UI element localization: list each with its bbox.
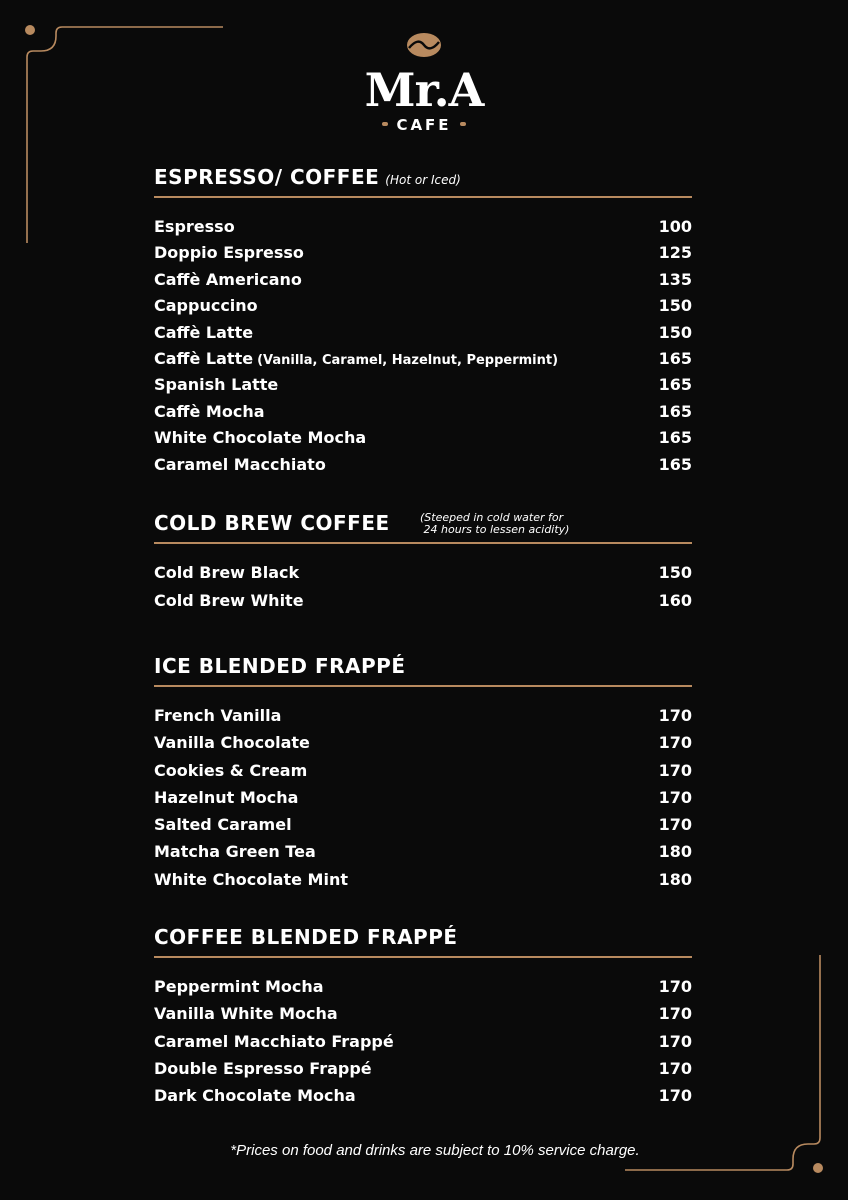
menu-item xyxy=(154,1083,692,1110)
item-price: 170 xyxy=(658,760,692,780)
item-name: Caffè Americano xyxy=(154,269,302,289)
section-coffee-blended-frappe xyxy=(154,926,692,1110)
section-header xyxy=(154,926,692,958)
item-price: 170 xyxy=(658,977,692,996)
menu-item xyxy=(154,1001,692,1028)
section-note: (Hot or Iced) xyxy=(385,173,461,187)
section-header xyxy=(154,166,692,198)
item-price: 170 xyxy=(658,815,692,835)
section-cold-brew-coffee xyxy=(154,512,692,615)
item-name: French Vanilla xyxy=(154,706,282,725)
menu-item xyxy=(154,240,692,266)
item-price: 165 xyxy=(658,454,692,474)
menu-item xyxy=(154,758,692,785)
section-header xyxy=(154,655,692,687)
item-name: Matcha Green Tea xyxy=(154,842,316,862)
item-price: 170 xyxy=(658,787,692,807)
menu-item xyxy=(154,346,692,372)
item-name: Peppermint Mocha xyxy=(154,977,324,996)
item-name: Caramel Macchiato xyxy=(154,454,326,474)
brand-logo: Mr.A xyxy=(364,63,484,117)
menu-item xyxy=(154,267,692,293)
section-note: (Steeped in cold water for 24 hours to lessen acidity) xyxy=(420,511,570,536)
section-header xyxy=(154,512,692,544)
menu-item xyxy=(154,560,692,588)
item-name: Caffè Mocha xyxy=(154,401,265,421)
item-price: 170 xyxy=(658,706,692,725)
menu-item xyxy=(154,867,692,894)
item-name: Dark Chocolate Mocha xyxy=(154,1086,356,1106)
item-price: 100 xyxy=(658,217,692,236)
item-name: Caramel Macchiato Frappé xyxy=(154,1031,394,1051)
menu-item xyxy=(154,974,692,1001)
item-price: 170 xyxy=(658,733,692,753)
item-price: 170 xyxy=(658,1031,692,1051)
item-name: Spanish Latte xyxy=(154,375,279,395)
menu-list xyxy=(154,703,692,894)
item-name: Doppio Espresso xyxy=(154,243,304,263)
item-name: White Chocolate Mocha xyxy=(154,428,367,448)
item-name: Cookies & Cream xyxy=(154,760,308,780)
item-price: 170 xyxy=(658,1058,692,1078)
coffee-bean-icon xyxy=(406,31,442,59)
service-charge-note: *Prices on food and drinks are subject to 10% service charge. xyxy=(230,1142,640,1159)
item-name: Cold Brew White xyxy=(154,590,304,610)
item-name: Vanilla Chocolate xyxy=(154,733,310,753)
menu-item xyxy=(154,588,692,616)
menu-item xyxy=(154,1029,692,1056)
item-name: Vanilla White Mocha xyxy=(154,1004,338,1024)
menu-item xyxy=(154,812,692,839)
item-name: Salted Caramel xyxy=(154,815,292,835)
menu-item xyxy=(154,320,692,346)
item-price: 165 xyxy=(658,348,692,368)
menu-item xyxy=(154,399,692,425)
item-price: 165 xyxy=(658,375,692,395)
item-flavors: (Vanilla, Caramel, Hazelnut, Peppermint) xyxy=(257,352,559,368)
item-price: 150 xyxy=(658,322,692,342)
item-price: 180 xyxy=(658,869,692,889)
item-name: Hazelnut Mocha xyxy=(154,787,299,807)
menu-item xyxy=(154,839,692,866)
section-title: COLD BREW COFFEE xyxy=(154,511,390,535)
item-price: 165 xyxy=(658,401,692,421)
item-price: 160 xyxy=(658,590,692,610)
menu-item xyxy=(154,730,692,757)
menu-list xyxy=(154,214,692,478)
item-price: 150 xyxy=(658,563,692,582)
menu-item xyxy=(154,372,692,398)
section-ice-blended-frappe xyxy=(154,655,692,894)
item-price: 150 xyxy=(658,296,692,316)
menu-item xyxy=(154,293,692,319)
item-name: White Chocolate Mint xyxy=(154,869,348,889)
item-name: Caffè Latte (Vanilla, Caramel, Hazelnut, Peppermint) xyxy=(154,348,559,368)
item-price: 165 xyxy=(658,428,692,448)
brand-subtitle: CAFE xyxy=(0,116,848,134)
item-name: Cold Brew Black xyxy=(154,563,300,582)
item-name: Caffè Latte xyxy=(154,322,254,342)
menu-list xyxy=(154,560,692,615)
item-price: 170 xyxy=(658,1086,692,1106)
section-espresso-coffee xyxy=(154,166,692,478)
menu-item xyxy=(154,425,692,451)
section-title: COFFEE BLENDED FRAPPÉ xyxy=(154,925,458,949)
section-title: ESPRESSO/ COFFEE (Hot or Iced) xyxy=(154,165,461,189)
menu-item xyxy=(154,1056,692,1083)
menu-item xyxy=(154,703,692,730)
item-price: 135 xyxy=(658,269,692,289)
menu-list xyxy=(154,974,692,1110)
item-price: 180 xyxy=(658,842,692,862)
section-title: ICE BLENDED FRAPPÉ xyxy=(154,654,406,678)
menu-item xyxy=(154,785,692,812)
item-name: Double Espresso Frappé xyxy=(154,1058,372,1078)
item-price: 170 xyxy=(658,1004,692,1024)
menu-item xyxy=(154,452,692,478)
item-price: 125 xyxy=(658,243,692,263)
item-name: Espresso xyxy=(154,217,235,236)
item-name: Cappuccino xyxy=(154,296,258,316)
menu-item xyxy=(154,214,692,240)
